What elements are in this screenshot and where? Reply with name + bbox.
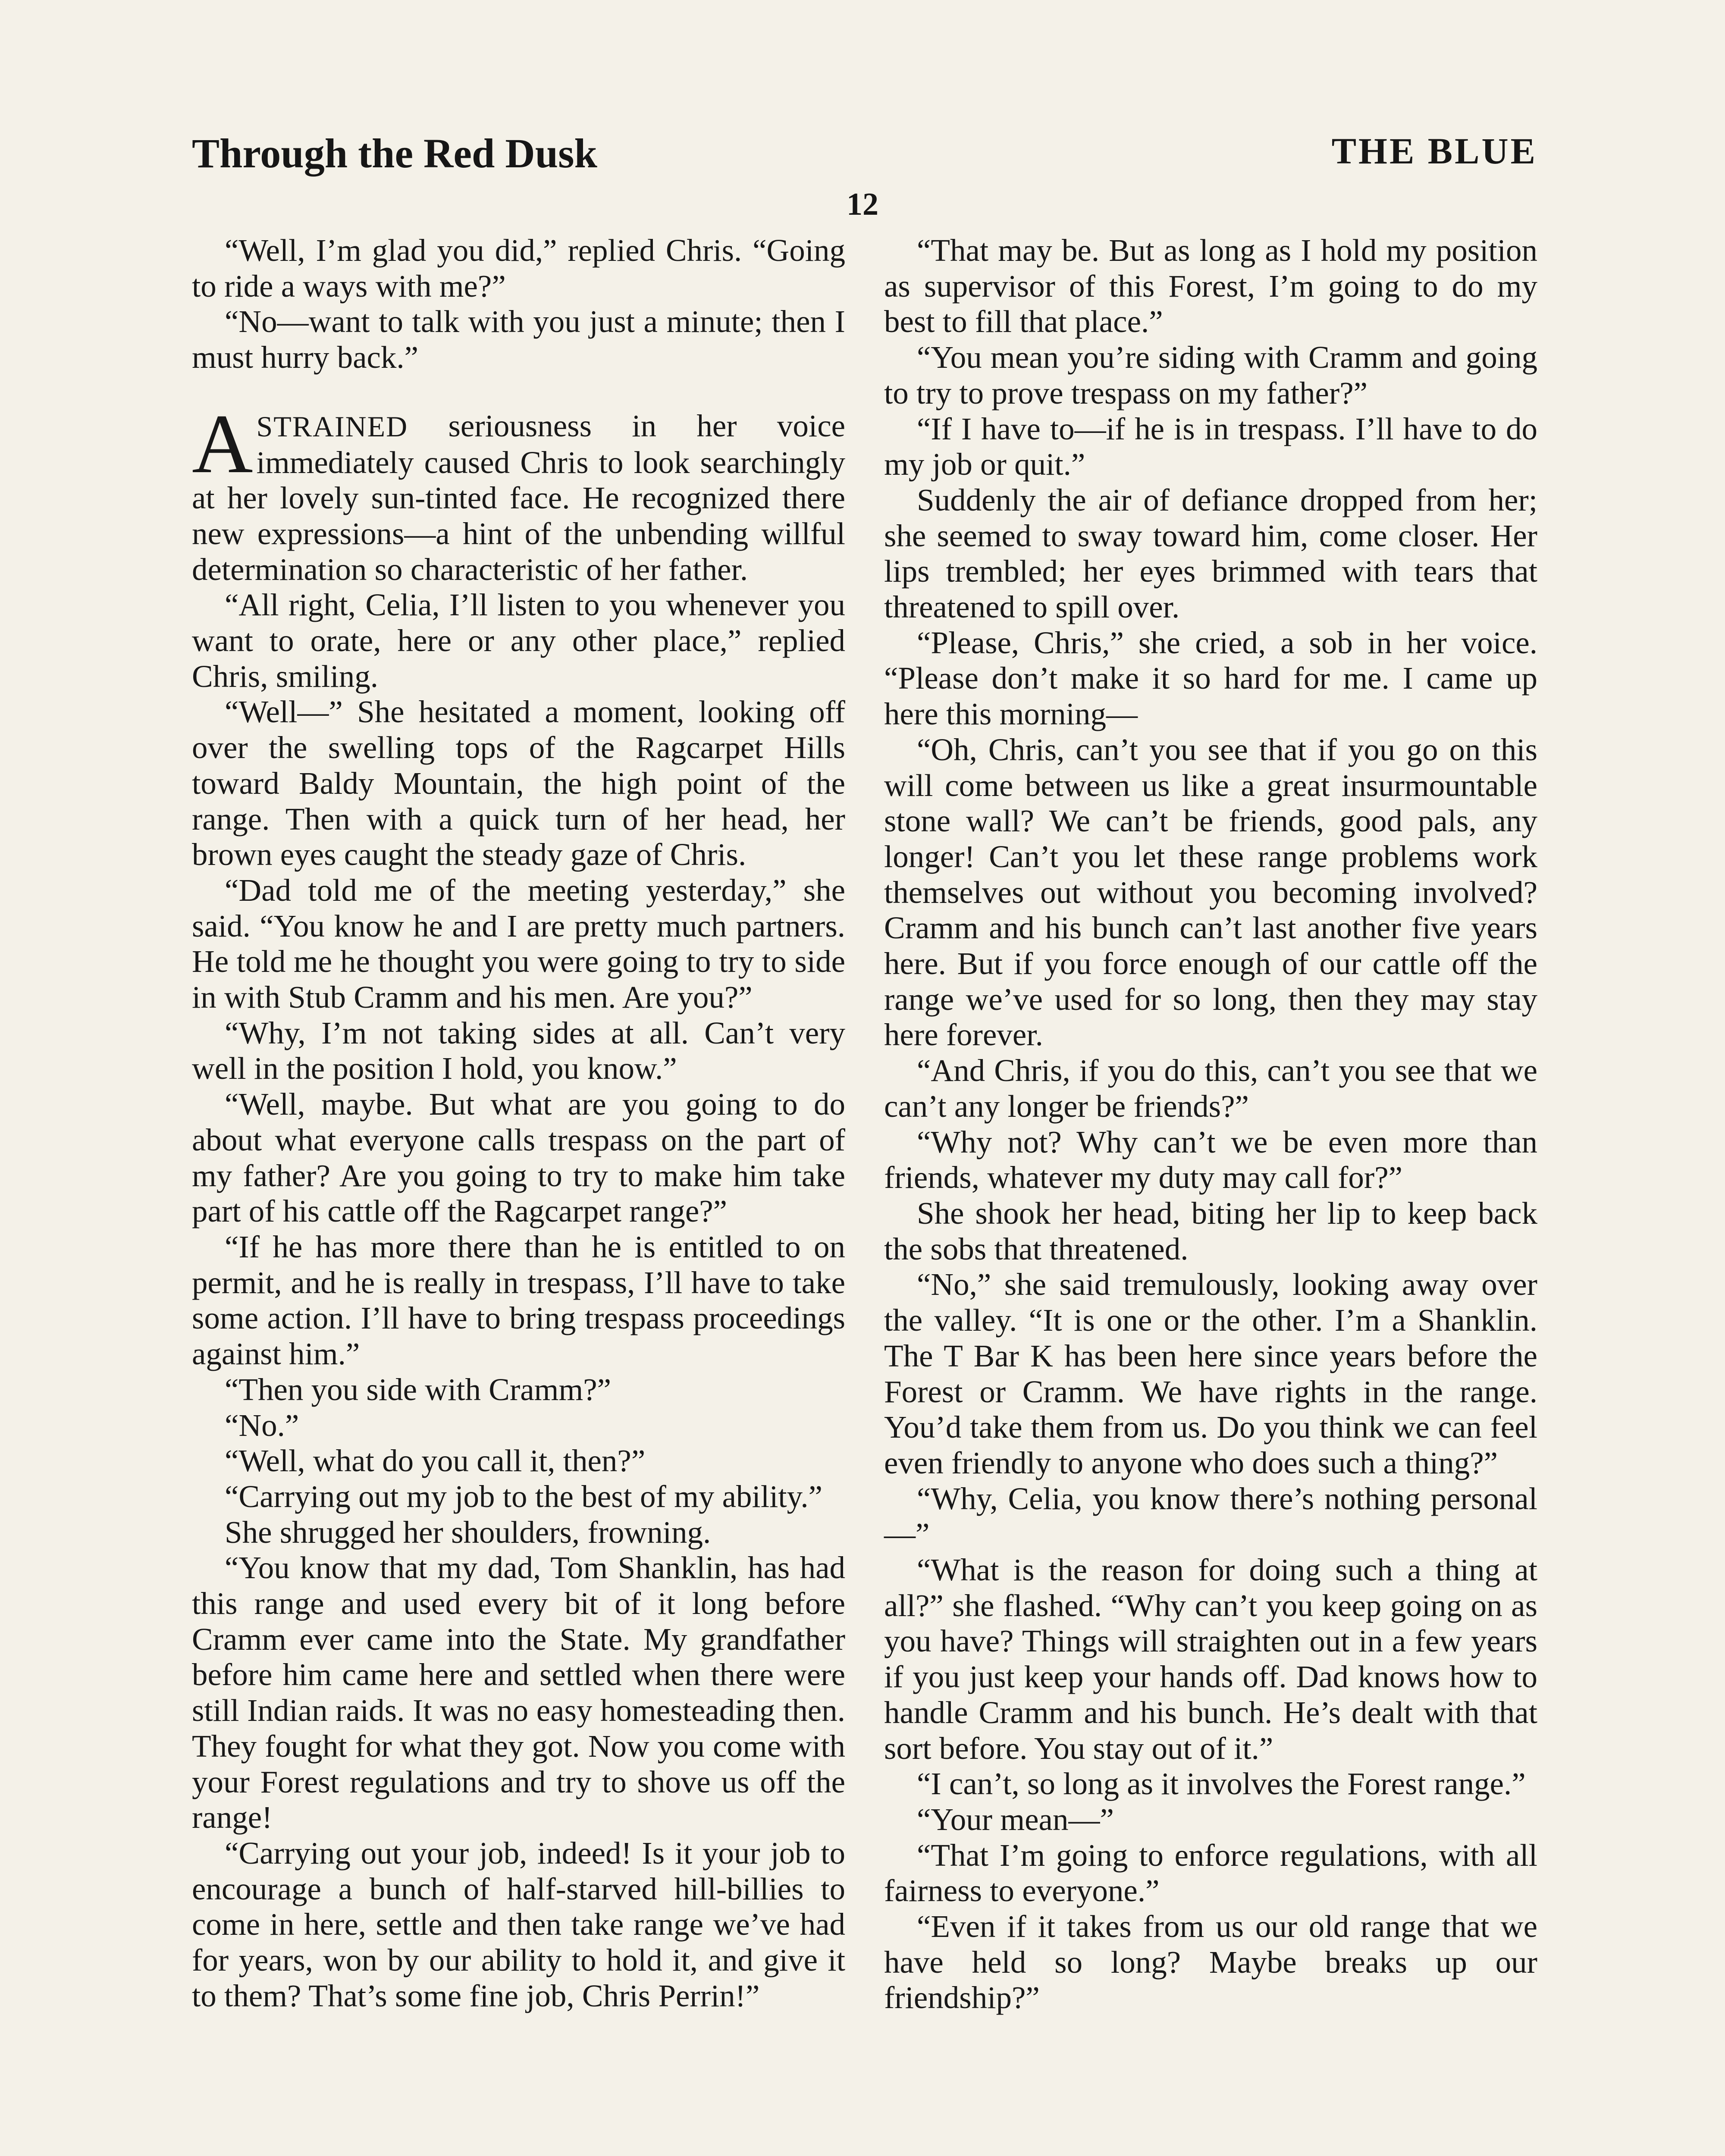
drop-cap-letter: A [192, 397, 253, 491]
paragraph: “You know that my dad, Tom Shanklin, has had this range and used every bit of it long before Cramm ever came into the State. My grandfather before him came here and settled when there were still Indian raids. It was no easy homesteading then. They fought for what they got. Now you come with your Forest regulations and try to shove us off the range! [192, 1550, 845, 1835]
paragraph: “Please, Chris,” she cried, a sob in her voice. “Please don’t make it so hard for me. I came up here this morning— [884, 625, 1537, 732]
paragraph: “No—want to talk with you just a minute; then I must hurry back.” [192, 304, 845, 375]
left-column [192, 233, 845, 2014]
paragraph: “Dad told me of the meeting yesterday,” she said. “You know he and I are pretty much partners. He told me he thought you were going to try to side in with Stub Cramm and his men. Are you?” [192, 872, 845, 1015]
paragraph: “Why, I’m not taking sides at all. Can’t very well in the position I hold, you know.” [192, 1015, 845, 1086]
paragraph: “Even if it takes from us our old range that we have held so long? Maybe breaks up our friendship?” [884, 1909, 1537, 2015]
paragraph: “Carrying out my job to the best of my ability.” [225, 1479, 823, 1514]
paragraph: “Well, I’m glad you did,” replied Chris. “Going to ride a ways with me?” [192, 233, 845, 304]
paragraph: “What is the reason for doing such a thing at all?” she flashed. “Why can’t you keep going on as you have? Things will straighten out in a few years if you just keep your hands off. Dad knows how to handle Cramm and his bunch. He’s dealt with that sort before. You stay out of it.” [884, 1552, 1537, 1766]
paragraph: “No,” she said tremulously, looking away over the valley. “It is one or the other. I’m a Shanklin. The T Bar K has been here since years before the Forest or Cramm. We have rights in the range. You’d take them from us. Do you think we can feel even friendly to anyone who does such a thing?” [884, 1267, 1537, 1480]
paragraph: Suddenly the air of defiance dropped from her; she seemed to sway toward him, come closer. Her lips trembled; her eyes brimmed with tears that threatened to spill over. [884, 482, 1537, 625]
magazine-title: THE BLUE [1331, 130, 1537, 172]
paragraph: “If he has more there than he is entitled to on permit, and he is really in trespass, I’ll have to take some action. I’ll have to bring trespass proceedings against him.” [192, 1229, 845, 1372]
paragraph: “That may be. But as long as I hold my position as supervisor of this Forest, I’m going to do my best to fill that place.” [884, 233, 1537, 339]
paragraph: “I can’t, so long as it involves the Forest range.” [917, 1766, 1526, 1802]
paragraph: “Carrying out your job, indeed! Is it your job to encourage a bunch of half-starved hill-billies to come in here, settle and then take range we’ve had for years, won by our ability to hold it, and give it to them? That’s some fine job, Chris Perrin!” [192, 1835, 845, 2013]
paragraph: “No.” [225, 1407, 299, 1443]
paragraph: “Why not? Why can’t we be even more than friends, whatever my duty may call for?” [884, 1124, 1537, 1195]
drop-cap-paragraph [192, 397, 845, 588]
paragraph: “Well—” She hesitated a moment, looking off over the swelling tops of the Ragcarpet Hills toward Baldy Mountain, the high point of the range. Then with a quick turn of her head, her brown eyes caught the steady gaze of Chris. [192, 694, 845, 872]
story-title: Through the Red Dusk [192, 130, 597, 176]
paragraph: She shook her head, biting her lip to keep back the sobs that threatened. [884, 1195, 1537, 1266]
small-caps-lead: STRAINED [256, 410, 408, 443]
right-column [884, 233, 1537, 2016]
paragraph: “Well, what do you call it, then?” [225, 1443, 646, 1479]
page-number: 12 [847, 187, 878, 222]
paragraph: “All right, Celia, I’ll listen to you whenever you want to orate, here or any other place,” replied Chris, smiling. [192, 587, 845, 694]
paragraph: “Your mean—” [917, 1802, 1114, 1837]
paragraph: “Oh, Chris, can’t you see that if you go on this will come between us like a great insurmountable stone wall? We can’t be friends, good pals, any longer! Can’t you let these range problems work themselves out without you becoming involved? Cramm and his bunch can’t last another five years here. But if you force enough of our cattle off the range we’ve used for so long, then they may stay here forever. [884, 732, 1537, 1053]
paragraph: “Well, maybe. But what are you going to do about what everyone calls trespass on the part of my father? Are you going to try to make him take part of his cattle off the Ragcarpet range?” [192, 1087, 845, 1229]
paragraph: She shrugged her shoulders, frowning. [225, 1514, 711, 1550]
paragraph: “And Chris, if you do this, can’t you see that we can’t any longer be friends?” [884, 1053, 1537, 1124]
paragraph: “If I have to—if he is in trespass. I’ll have to do my job or quit.” [884, 411, 1537, 482]
paragraph: “You mean you’re siding with Cramm and going to try to prove trespass on my father?” [884, 340, 1537, 411]
paragraph-text: seriousness in her voice immediately caused Chris to look searchingly at her lovely sun-tinted face. He recognized there new expressions—a hint of the unbending willful determination so characteristic of her father. [192, 408, 845, 587]
paragraph: “Then you side with Cramm?” [225, 1372, 612, 1407]
paragraph: “That I’m going to enforce regulations, with all fairness to everyone.” [884, 1837, 1537, 1908]
paragraph: “Why, Celia, you know there’s nothing personal—” [884, 1481, 1537, 1552]
